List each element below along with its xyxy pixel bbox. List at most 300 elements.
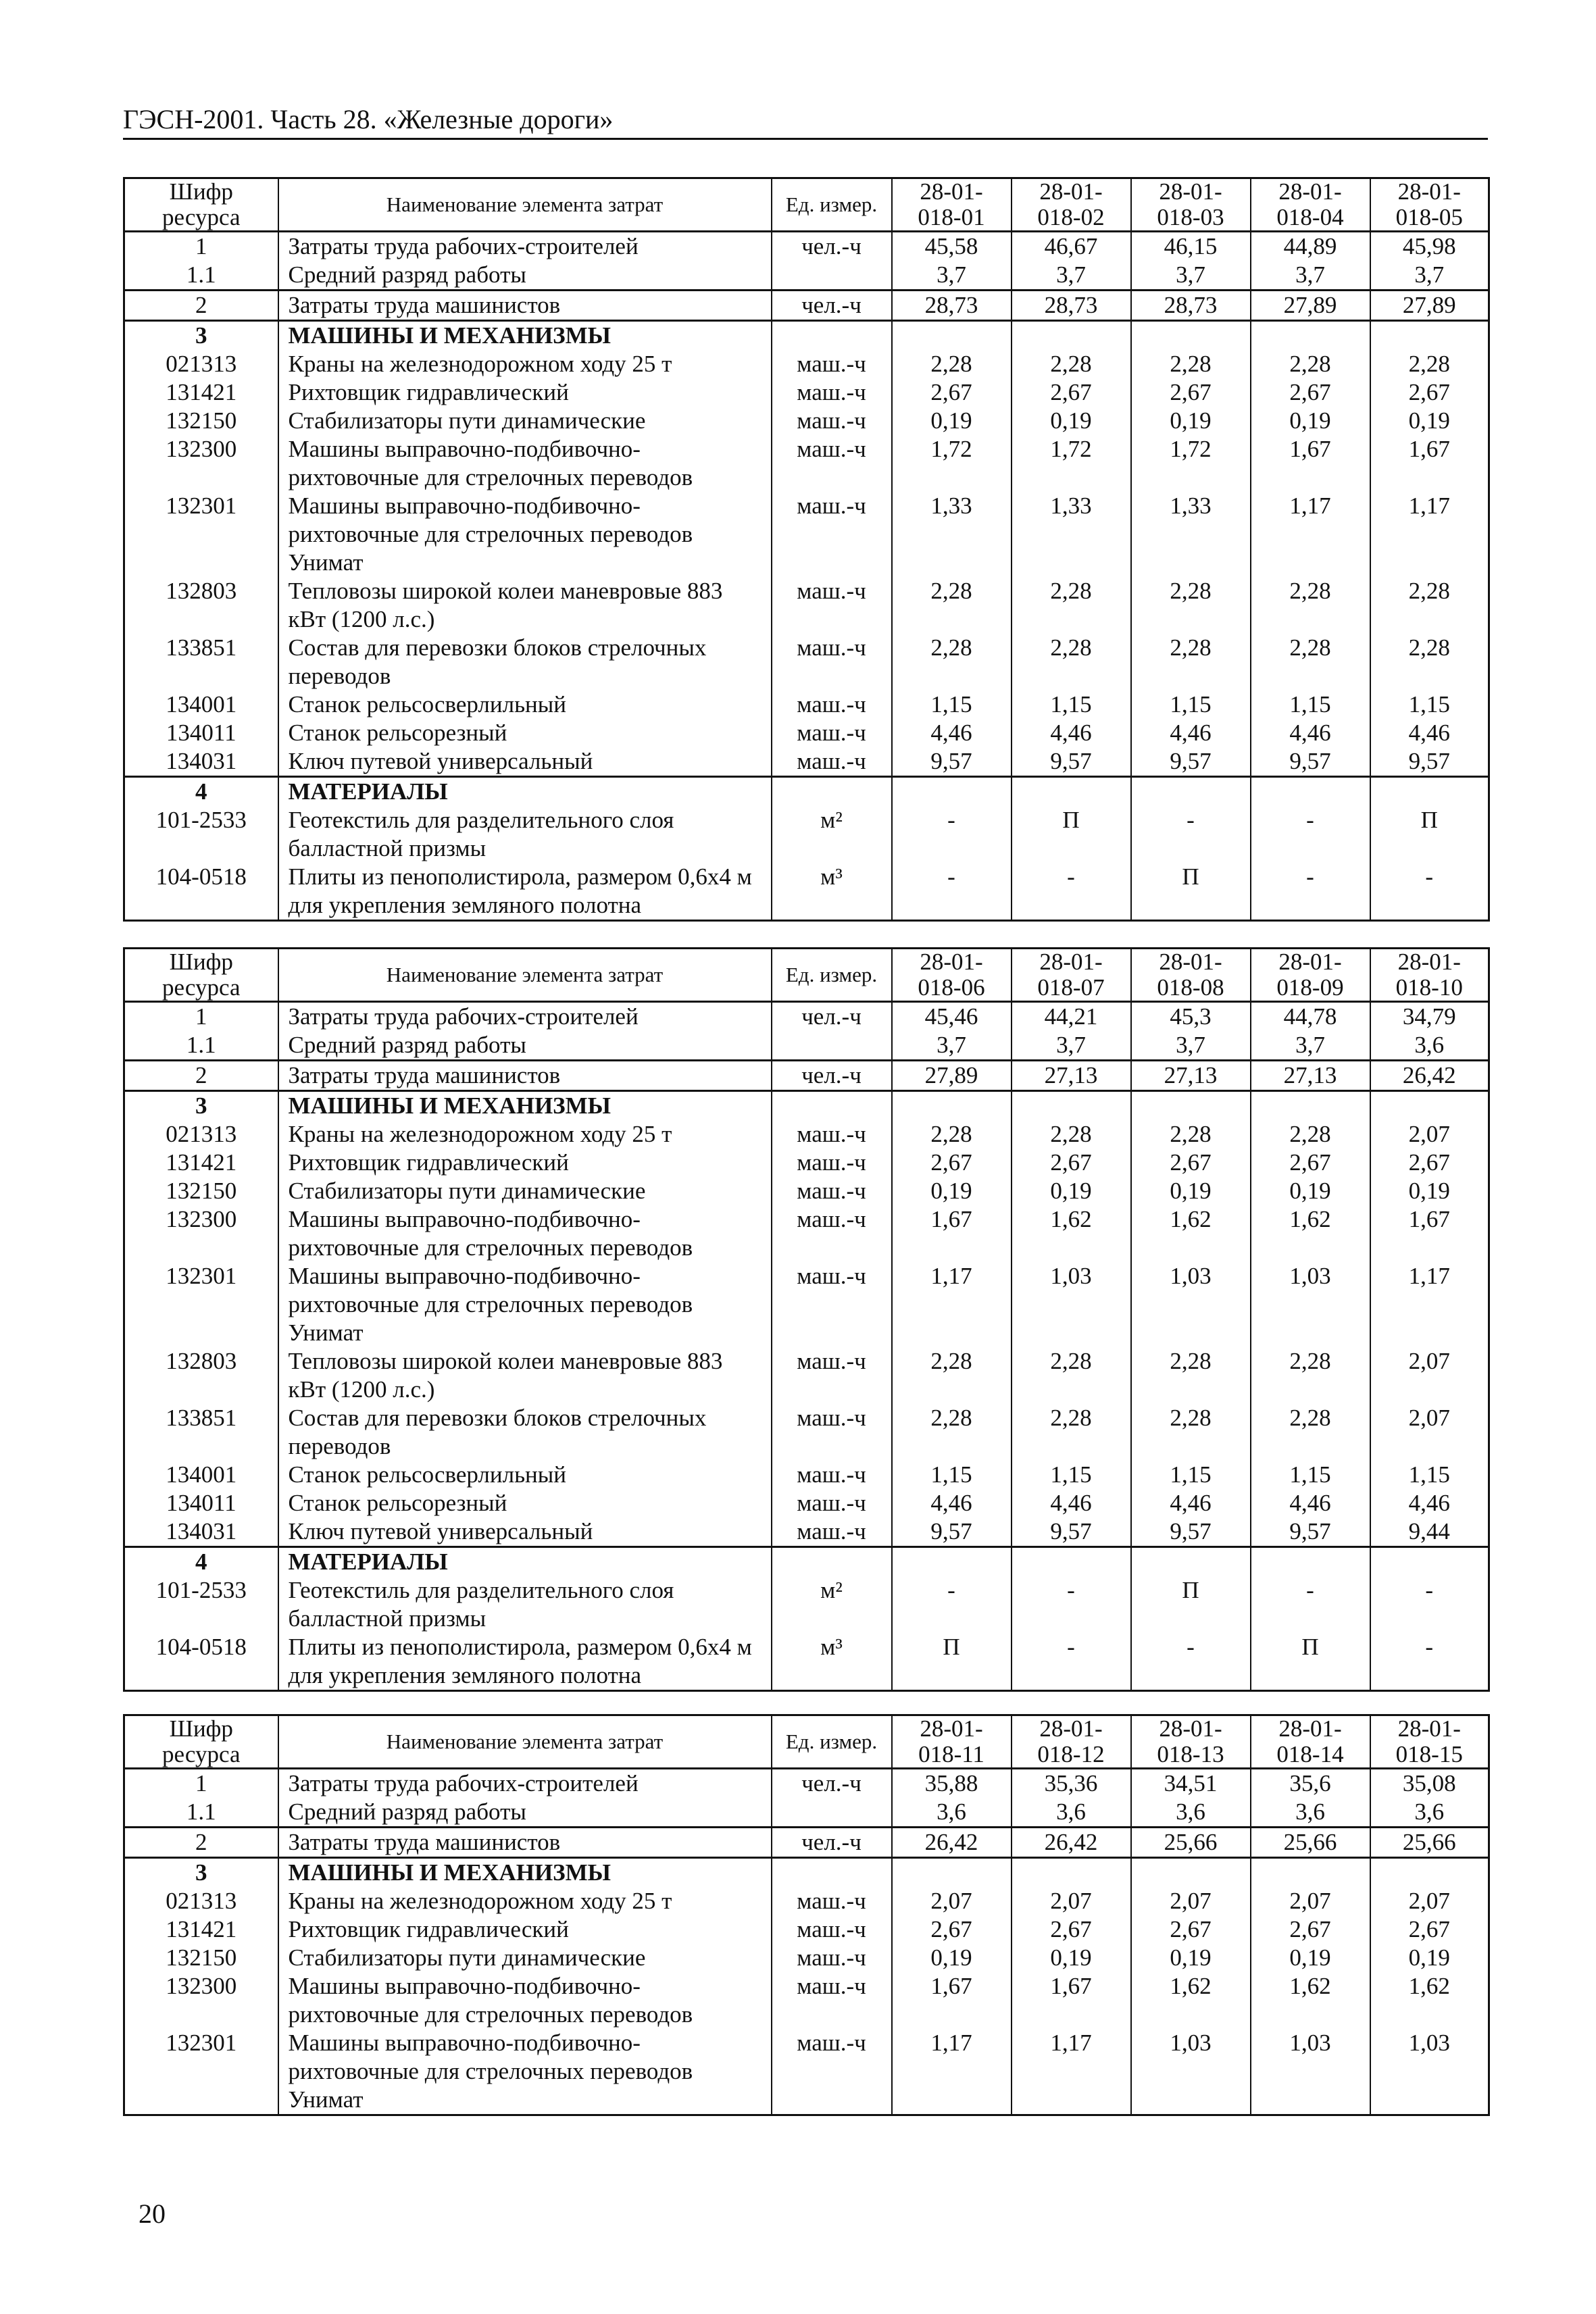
resource-value <box>1251 1858 1370 1888</box>
resource-code: 134001 <box>124 690 278 719</box>
resource-value: 2,28 <box>892 350 1012 378</box>
resource-code: 132300 <box>124 435 278 492</box>
header-norm-code-line: 28-01- <box>920 949 983 975</box>
resource-code: 134031 <box>124 1517 278 1547</box>
resource-value: 1,33 <box>1131 492 1251 577</box>
resource-value: 25,66 <box>1370 1828 1489 1858</box>
resource-code: 131421 <box>124 1149 278 1177</box>
resource-name: Станок рельсосверлильный <box>278 1461 772 1489</box>
resource-value: 2,67 <box>1131 1915 1251 1944</box>
resource-unit: м² <box>772 1576 892 1633</box>
resource-value: 1,62 <box>1251 1972 1370 2029</box>
table-row <box>124 1404 1489 1461</box>
resource-unit: маш.-ч <box>772 1517 892 1547</box>
header-norm-code-line: 018-08 <box>1157 974 1224 1001</box>
resource-name: Плиты из пенополистирола, размером 0,6х4 м для укрепления земляного полотна <box>278 863 772 921</box>
resource-value: 9,57 <box>1131 747 1251 777</box>
resource-name: Машины выправочно-подбивочно-рихтовочные для стрелочных переводов <box>278 1972 772 2029</box>
resource-unit: маш.-ч <box>772 634 892 690</box>
table-header-row <box>124 949 1489 1002</box>
resource-value: 2,28 <box>1131 1120 1251 1149</box>
resource-value: - <box>892 863 1012 921</box>
resource-value: 4,46 <box>1251 1489 1370 1517</box>
resource-unit: чел.-ч <box>772 232 892 261</box>
resource-code: 132150 <box>124 1944 278 1972</box>
resource-unit <box>772 1798 892 1828</box>
resource-code: 1 <box>124 1769 278 1799</box>
table-row <box>124 435 1489 492</box>
table-row <box>124 1633 1489 1691</box>
resource-value: 27,13 <box>1131 1061 1251 1091</box>
resource-value: 2,28 <box>1012 634 1131 690</box>
resource-code: 131421 <box>124 378 278 407</box>
resource-value: - <box>1012 863 1131 921</box>
table-row <box>124 1828 1489 1858</box>
resource-name: Машины выправочно-подбивочно-рихтовочные для стрелочных переводов <box>278 435 772 492</box>
resource-value: 2,28 <box>1251 350 1370 378</box>
resource-value: 2,07 <box>1012 1887 1131 1915</box>
resource-value: 1,72 <box>1131 435 1251 492</box>
resource-value: 4,46 <box>1251 719 1370 747</box>
resource-value: 1,15 <box>1370 1461 1489 1489</box>
resource-unit: чел.-ч <box>772 1002 892 1032</box>
resource-value: 35,08 <box>1370 1769 1489 1799</box>
resource-unit: маш.-ч <box>772 1489 892 1517</box>
header-norm-code-line: 28-01- <box>1278 178 1342 205</box>
resource-value <box>1251 1547 1370 1577</box>
resource-unit: маш.-ч <box>772 1887 892 1915</box>
resource-value: 3,7 <box>1012 261 1131 291</box>
resource-value: 25,66 <box>1251 1828 1370 1858</box>
resource-code: 132301 <box>124 2029 278 2115</box>
resource-value: 35,6 <box>1251 1769 1370 1799</box>
resource-unit: маш.-ч <box>772 1972 892 2029</box>
header-norm-code-line: 28-01- <box>1397 1715 1461 1742</box>
table-row <box>124 1205 1489 1262</box>
resource-value: 2,28 <box>1012 1404 1131 1461</box>
resource-value: 1,17 <box>1370 1262 1489 1347</box>
header-norm-code-line: 018-03 <box>1157 204 1224 230</box>
header-code-line: ресурса <box>162 1741 241 1767</box>
resource-code: 1.1 <box>124 1031 278 1061</box>
resource-code: 1 <box>124 1002 278 1032</box>
header-norm-code <box>1370 178 1489 232</box>
resource-value: 1,67 <box>1012 1972 1131 2029</box>
resource-code: 131421 <box>124 1915 278 1944</box>
resource-value: 1,17 <box>892 1262 1012 1347</box>
resource-value: 2,28 <box>1251 577 1370 634</box>
resource-value: 3,7 <box>1131 261 1251 291</box>
resource-code: 101-2533 <box>124 1576 278 1633</box>
resource-value: 2,07 <box>1370 1404 1489 1461</box>
resource-value: 2,28 <box>892 1404 1012 1461</box>
table-row <box>124 1887 1489 1915</box>
resource-value <box>1251 777 1370 807</box>
header-norm-code-line: 28-01- <box>1039 949 1103 975</box>
resource-unit: м² <box>772 806 892 863</box>
header-norm-code <box>1370 1715 1489 1769</box>
resource-value: 2,07 <box>1370 1887 1489 1915</box>
resource-value: 0,19 <box>892 407 1012 435</box>
resource-value: 1,15 <box>1131 690 1251 719</box>
table-header-row <box>124 178 1489 232</box>
resource-value: 2,28 <box>1131 1347 1251 1404</box>
table-row <box>124 232 1489 261</box>
resource-value: 3,6 <box>1370 1031 1489 1061</box>
resource-value: 1,15 <box>1370 690 1489 719</box>
resource-value: 44,21 <box>1012 1002 1131 1032</box>
resource-name: Стабилизаторы пути динамические <box>278 407 772 435</box>
resource-value: 2,07 <box>1370 1347 1489 1404</box>
resource-value: - <box>1251 1576 1370 1633</box>
resource-value: 34,79 <box>1370 1002 1489 1032</box>
resource-value: 9,57 <box>892 747 1012 777</box>
resource-value: 2,28 <box>892 1120 1012 1149</box>
resource-name: Затраты труда рабочих-строителей <box>278 232 772 261</box>
header-code <box>124 1715 278 1769</box>
resource-value: 3,6 <box>1131 1798 1251 1828</box>
resource-code: 132803 <box>124 577 278 634</box>
resource-code: 3 <box>124 1858 278 1888</box>
resource-value: 2,28 <box>892 577 1012 634</box>
header-norm-code-line: 28-01- <box>1159 1715 1222 1742</box>
resource-value: 26,42 <box>892 1828 1012 1858</box>
resource-unit <box>772 321 892 351</box>
header-norm-code-line: 018-06 <box>918 974 985 1001</box>
table-row <box>124 1347 1489 1404</box>
resource-value: 2,28 <box>1251 1120 1370 1149</box>
resource-value: 0,19 <box>1251 1944 1370 1972</box>
resource-value: 0,19 <box>1012 1177 1131 1205</box>
header-code-line: Шифр <box>169 949 233 975</box>
header-norm-code-line: 28-01- <box>1159 949 1222 975</box>
resource-value: 0,19 <box>1131 1944 1251 1972</box>
table-row <box>124 1915 1489 1944</box>
resource-code: 132301 <box>124 1262 278 1347</box>
resource-name: Ключ путевой универсальный <box>278 1517 772 1547</box>
resource-value: 25,66 <box>1131 1828 1251 1858</box>
resource-name: Затраты труда машинистов <box>278 1061 772 1091</box>
resource-value: 9,57 <box>1012 747 1131 777</box>
header-unit: Ед. измер. <box>772 1715 892 1769</box>
resource-value: 2,67 <box>1012 378 1131 407</box>
resource-unit: м³ <box>772 863 892 921</box>
resource-value: 2,28 <box>892 1347 1012 1404</box>
resource-value <box>1370 777 1489 807</box>
resource-value: 1,03 <box>1251 2029 1370 2115</box>
header-code-line: Шифр <box>169 178 233 205</box>
resource-value: 45,98 <box>1370 232 1489 261</box>
resource-value <box>1370 1858 1489 1888</box>
table-row <box>124 1461 1489 1489</box>
table-row <box>124 1489 1489 1517</box>
resource-value: 9,44 <box>1370 1517 1489 1547</box>
header-norm-code-line: 28-01- <box>920 1715 983 1742</box>
resource-table-1 <box>123 177 1490 922</box>
resource-value <box>1370 1091 1489 1121</box>
resource-name: МАШИНЫ И МЕХАНИЗМЫ <box>278 1091 772 1121</box>
resource-value: 1,03 <box>1012 1262 1131 1347</box>
table-row <box>124 291 1489 321</box>
resource-name: Краны на железнодорожном ходу 25 т <box>278 1887 772 1915</box>
resource-value <box>1012 777 1131 807</box>
resource-name: Краны на железнодорожном ходу 25 т <box>278 350 772 378</box>
resource-value: 2,67 <box>1370 378 1489 407</box>
resource-value: - <box>1370 1633 1489 1691</box>
table-row <box>124 321 1489 351</box>
resource-value: 1,03 <box>1131 2029 1251 2115</box>
resource-code: 132803 <box>124 1347 278 1404</box>
header-norm-code-line: 018-14 <box>1276 1741 1344 1767</box>
resource-value <box>1251 321 1370 351</box>
resource-value: 4,46 <box>1370 719 1489 747</box>
resource-value: П <box>1251 1633 1370 1691</box>
resource-value: 2,67 <box>1251 1915 1370 1944</box>
header-norm-code-line: 28-01- <box>1278 949 1342 975</box>
resource-name: Машины выправочно-подбивочно-рихтовочные для стрелочных переводов Унимат <box>278 2029 772 2115</box>
resource-value: 1,33 <box>892 492 1012 577</box>
resource-value: 2,67 <box>1131 1149 1251 1177</box>
resource-table-2 <box>123 947 1490 1692</box>
resource-value: 9,57 <box>1131 1517 1251 1547</box>
resource-value: 9,57 <box>892 1517 1012 1547</box>
resource-value: 2,28 <box>1012 350 1131 378</box>
resource-name: Рихтовщик гидравлический <box>278 378 772 407</box>
table-row <box>124 690 1489 719</box>
resource-value: 0,19 <box>1131 1177 1251 1205</box>
resource-value: 0,19 <box>1012 407 1131 435</box>
resource-value: 3,6 <box>1370 1798 1489 1828</box>
header-code-line: Шифр <box>169 1715 233 1742</box>
resource-value: 3,7 <box>1370 261 1489 291</box>
header-norm-code-line: 018-13 <box>1157 1741 1224 1767</box>
resource-value: 0,19 <box>1012 1944 1131 1972</box>
resource-unit <box>772 1858 892 1888</box>
resource-value <box>1012 321 1131 351</box>
resource-value: 2,67 <box>892 1149 1012 1177</box>
table-row <box>124 1798 1489 1828</box>
header-norm-code <box>892 949 1012 1002</box>
table-row <box>124 1547 1489 1577</box>
resource-value: - <box>1251 806 1370 863</box>
resource-value: - <box>1131 1633 1251 1691</box>
resource-value: 1,15 <box>892 1461 1012 1489</box>
header-norm-code-line: 018-02 <box>1037 204 1105 230</box>
resource-name: Затраты труда машинистов <box>278 1828 772 1858</box>
resource-value: 1,17 <box>1251 492 1370 577</box>
resource-value: 1,15 <box>1012 690 1131 719</box>
table-row <box>124 747 1489 777</box>
table-row <box>124 634 1489 690</box>
table-row <box>124 1061 1489 1091</box>
header-norm-code-line: 018-01 <box>918 204 985 230</box>
resource-name: Геотекстиль для разделительного слоя балластной призмы <box>278 1576 772 1633</box>
header-norm-code-line: 28-01- <box>1397 949 1461 975</box>
resource-name: Машины выправочно-подбивочно-рихтовочные для стрелочных переводов Унимат <box>278 492 772 577</box>
resource-value: 1,67 <box>1370 1205 1489 1262</box>
resource-value: 0,19 <box>892 1944 1012 1972</box>
resource-value: 1,72 <box>892 435 1012 492</box>
table-row <box>124 719 1489 747</box>
resource-value: 1,62 <box>1251 1205 1370 1262</box>
resource-value: 9,57 <box>1370 747 1489 777</box>
resource-value: 2,07 <box>1370 1120 1489 1149</box>
resource-value: 1,72 <box>1012 435 1131 492</box>
resource-name: Затраты труда рабочих-строителей <box>278 1002 772 1032</box>
resource-value: 34,51 <box>1131 1769 1251 1799</box>
resource-value: 0,19 <box>1370 1177 1489 1205</box>
header-norm-code <box>1131 949 1251 1002</box>
resource-name: Машины выправочно-подбивочно-рихтовочные для стрелочных переводов Унимат <box>278 1262 772 1347</box>
header-norm-code-line: 28-01- <box>1397 178 1461 205</box>
header-norm-code <box>1251 1715 1370 1769</box>
header-norm-code <box>1131 178 1251 232</box>
table-row <box>124 1517 1489 1547</box>
resource-code: 134011 <box>124 1489 278 1517</box>
header-norm-code <box>1012 949 1131 1002</box>
resource-code: 133851 <box>124 634 278 690</box>
resource-unit: маш.-ч <box>772 350 892 378</box>
resource-unit <box>772 261 892 291</box>
table-row <box>124 1149 1489 1177</box>
header-norm-code-line: 018-05 <box>1395 204 1463 230</box>
resource-unit <box>772 777 892 807</box>
header-norm-code-line: 018-07 <box>1037 974 1105 1001</box>
resource-unit: маш.-ч <box>772 719 892 747</box>
resource-value: 27,13 <box>1012 1061 1131 1091</box>
resource-name: Тепловозы широкой колеи маневровые 883 кВт (1200 л.с.) <box>278 1347 772 1404</box>
resource-name: МАШИНЫ И МЕХАНИЗМЫ <box>278 321 772 351</box>
header-norm-code-line: 018-04 <box>1276 204 1344 230</box>
table-row <box>124 1972 1489 2029</box>
resource-value: 1,17 <box>1370 492 1489 577</box>
header-norm-code-line: 28-01- <box>1159 178 1222 205</box>
resource-value: 2,67 <box>1251 378 1370 407</box>
resource-name: Средний разряд работы <box>278 261 772 291</box>
resource-name: МАШИНЫ И МЕХАНИЗМЫ <box>278 1858 772 1888</box>
resource-unit: маш.-ч <box>772 1262 892 1347</box>
resource-code: 4 <box>124 1547 278 1577</box>
resource-value: 1,15 <box>892 690 1012 719</box>
resource-value: 1,67 <box>892 1205 1012 1262</box>
resource-value <box>1370 1547 1489 1577</box>
resource-value: 27,89 <box>1370 291 1489 321</box>
header-norm-code <box>1251 178 1370 232</box>
table-row <box>124 261 1489 291</box>
resource-value: 2,67 <box>1012 1149 1131 1177</box>
resource-name: Геотекстиль для разделительного слоя балластной призмы <box>278 806 772 863</box>
table-row <box>124 1262 1489 1347</box>
resource-unit: маш.-ч <box>772 492 892 577</box>
header-norm-code-line: 28-01- <box>1039 1715 1103 1742</box>
resource-value <box>892 1858 1012 1888</box>
resource-value: 1,67 <box>892 1972 1012 2029</box>
resource-value: 2,67 <box>892 1915 1012 1944</box>
resource-value: 2,67 <box>1251 1149 1370 1177</box>
resource-value: 2,07 <box>1251 1887 1370 1915</box>
resource-value <box>892 321 1012 351</box>
resource-value: 4,46 <box>1131 719 1251 747</box>
header-unit: Ед. измер. <box>772 949 892 1002</box>
resource-code: 134001 <box>124 1461 278 1489</box>
resource-value: 3,6 <box>1251 1798 1370 1828</box>
resource-code: 021313 <box>124 350 278 378</box>
header-norm-code-line: 018-10 <box>1395 974 1463 1001</box>
header-norm-code-line: 018-12 <box>1037 1741 1105 1767</box>
resource-unit: маш.-ч <box>772 1120 892 1149</box>
resource-code: 132150 <box>124 407 278 435</box>
resource-value: 4,46 <box>1012 719 1131 747</box>
resource-code: 2 <box>124 1061 278 1091</box>
header-name: Наименование элемента затрат <box>278 178 772 232</box>
resource-name: Машины выправочно-подбивочно-рихтовочные для стрелочных переводов <box>278 1205 772 1262</box>
resource-value <box>1131 777 1251 807</box>
header-code <box>124 178 278 232</box>
resource-name: МАТЕРИАЛЫ <box>278 1547 772 1577</box>
resource-value <box>1131 1547 1251 1577</box>
resource-value: П <box>892 1633 1012 1691</box>
resource-name: Средний разряд работы <box>278 1798 772 1828</box>
header-norm-code-line: 018-11 <box>918 1741 984 1767</box>
resource-value: 9,57 <box>1012 1517 1131 1547</box>
resource-code: 1.1 <box>124 1798 278 1828</box>
resource-code: 4 <box>124 777 278 807</box>
resource-unit: чел.-ч <box>772 1828 892 1858</box>
resource-value: 2,67 <box>1012 1915 1131 1944</box>
resource-value: 2,28 <box>1251 1347 1370 1404</box>
resource-code: 134011 <box>124 719 278 747</box>
resource-unit: маш.-ч <box>772 1944 892 1972</box>
resource-name: Краны на железнодорожном ходу 25 т <box>278 1120 772 1149</box>
resource-value: 1,03 <box>1251 1262 1370 1347</box>
resource-value: 1,17 <box>892 2029 1012 2115</box>
table-row <box>124 1944 1489 1972</box>
resource-value: 2,28 <box>1012 577 1131 634</box>
resource-value: 28,73 <box>1131 291 1251 321</box>
resource-value: П <box>1012 806 1131 863</box>
resource-value: 1,67 <box>1251 435 1370 492</box>
resource-value: 28,73 <box>1012 291 1131 321</box>
resource-code: 021313 <box>124 1120 278 1149</box>
resource-value: 2,28 <box>1370 350 1489 378</box>
resource-code: 132300 <box>124 1972 278 2029</box>
resource-value: 3,7 <box>892 1031 1012 1061</box>
resource-value: 2,28 <box>1131 350 1251 378</box>
resource-value: 27,13 <box>1251 1061 1370 1091</box>
resource-value: 27,89 <box>1251 291 1370 321</box>
resource-value: 44,89 <box>1251 232 1370 261</box>
resource-unit: маш.-ч <box>772 407 892 435</box>
resource-name: Состав для перевозки блоков стрелочных переводов <box>278 634 772 690</box>
table-row <box>124 806 1489 863</box>
resource-value: 35,88 <box>892 1769 1012 1799</box>
header-norm-code-line: 28-01- <box>1278 1715 1342 1742</box>
resource-value: 2,28 <box>1012 1120 1131 1149</box>
resource-value: 2,07 <box>892 1887 1012 1915</box>
resource-code: 2 <box>124 291 278 321</box>
resource-value: 2,67 <box>1370 1915 1489 1944</box>
resource-value: 1,03 <box>1370 2029 1489 2115</box>
table-row <box>124 577 1489 634</box>
table-row <box>124 492 1489 577</box>
resource-value: - <box>1370 863 1489 921</box>
resource-name: Стабилизаторы пути динамические <box>278 1944 772 1972</box>
resource-name: Плиты из пенополистирола, размером 0,6х4 м для укрепления земляного полотна <box>278 1633 772 1691</box>
resource-table-3 <box>123 1714 1490 2116</box>
resource-name: Рихтовщик гидравлический <box>278 1915 772 1944</box>
resource-value <box>1131 321 1251 351</box>
resource-value: - <box>892 1576 1012 1633</box>
